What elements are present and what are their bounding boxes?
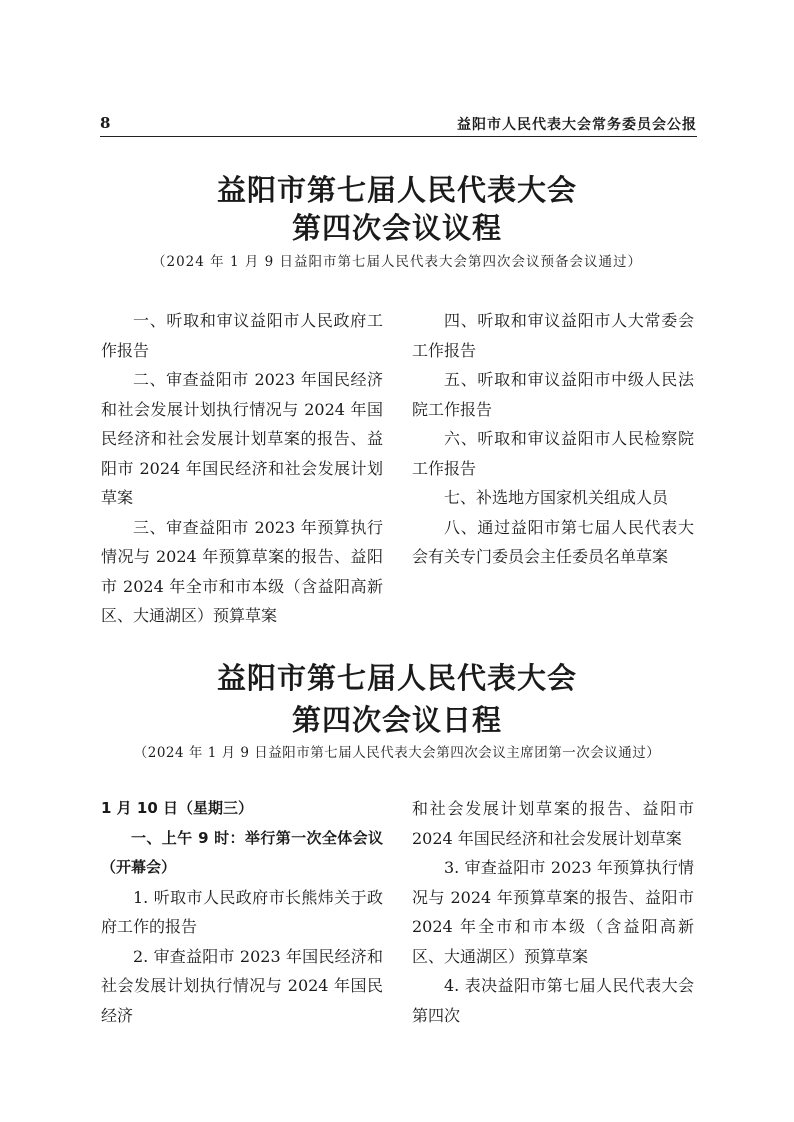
agenda-item: 三、审查益阳市 2023 年预算执行情况与 2024 年预算草案的报告、益阳市 2024 年全市和市本级（含益阳高新区、大通湖区）预算草案	[101, 517, 383, 625]
schedule-item: 3. 审查益阳市 2023 年预算执行情况与 2024 年预算草案的报告、益阳市 2024 年全市和市本级（含益阳高新区、大通湖区）预算草案	[412, 858, 694, 966]
schedule-subtitle: （2024 年 1 月 9 日益阳市第七届人民代表大会第四次会议主席团第一次会议通过）	[133, 745, 661, 761]
journal-title: 益阳市人民代表大会常务委员会公报	[457, 117, 697, 133]
agenda-item: 六、听取和审议益阳市人民检察院工作报告	[412, 429, 694, 478]
session-heading: 一、上午 9 时：举行第一次全体会议（开幕会）	[101, 828, 383, 876]
schedule-item: 2. 审查益阳市 2023 年国民经济和社会发展计划执行情况与 2024 年国民经济	[101, 946, 383, 1025]
schedule-right-column	[412, 794, 694, 1030]
agenda-right-column	[412, 306, 694, 572]
agenda-title-line2: 第四次会议议程	[291, 211, 502, 245]
agenda-item: 一、听取和审议益阳市人民政府工作报告	[101, 311, 383, 360]
agenda-item: 七、补选地方国家机关组成人员	[444, 488, 669, 507]
agenda-item: 八、通过益阳市第七届人民代表大会有关专门委员会主任委员名单草案	[412, 517, 694, 566]
schedule-left-column	[101, 794, 383, 1030]
agenda-item: 五、听取和审议益阳市中级人民法院工作报告	[412, 370, 694, 419]
date-heading: 1 月 10 日（星期三）	[101, 799, 253, 817]
running-header	[100, 112, 697, 134]
schedule-item: 4. 表决益阳市第七届人民代表大会第四次	[412, 976, 694, 1025]
schedule-item-continued: 和社会发展计划草案的报告、益阳市 2024 年国民经济和社会发展计划草案	[412, 799, 694, 848]
agenda-subtitle: （2024 年 1 月 9 日益阳市第七届人民代表大会第四次会议预备会议通过）	[152, 254, 642, 270]
header-rule	[100, 136, 697, 137]
agenda-item: 四、听取和审议益阳市人大常委会工作报告	[412, 311, 694, 360]
schedule-title-line2: 第四次会议日程	[291, 703, 502, 737]
page-number: 8	[100, 114, 111, 132]
agenda-item: 二、审查益阳市 2023 年国民经济和社会发展计划执行情况与 2024 年国民经济和社会发展计划草案的报告、益阳市 2024 年国民经济和社会发展计划草案	[101, 370, 383, 507]
schedule-title-line1: 益阳市第七届人民代表大会	[216, 661, 577, 695]
schedule-item: 1. 听取市人民政府市长熊炜关于政府工作的报告	[101, 887, 383, 936]
agenda-title-line1: 益阳市第七届人民代表大会	[216, 173, 577, 207]
agenda-left-column	[101, 306, 383, 631]
